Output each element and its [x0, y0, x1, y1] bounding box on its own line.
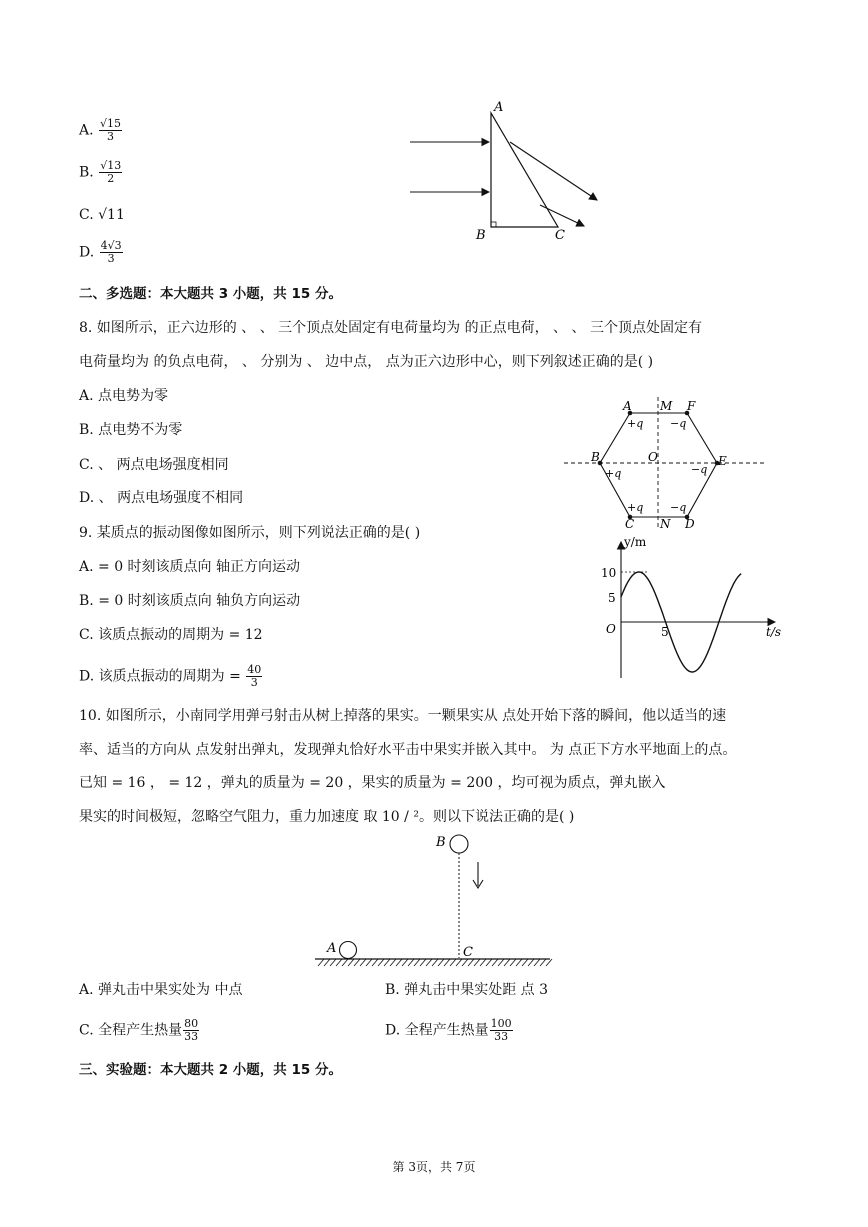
hatch-line	[438, 959, 444, 966]
q10-stem-line3: 已知 = 16 ， = 12 ，弹丸的质量为 = 20 ，果实的质量为 = 200 ，均可视为质点，弹丸嵌入	[79, 775, 666, 791]
q8-stem-line1: 8. 如图所示，正六边形的 、 、 三个顶点处固定有电荷量均为 的正点电荷， 、 、 三个顶点处固定有	[79, 320, 702, 336]
fraction: $\frac{80}{33}$	[184, 1017, 199, 1043]
hatch-line	[492, 959, 498, 966]
hatch-line	[534, 959, 540, 966]
hatch-line	[426, 959, 432, 966]
slingshot-figure	[310, 828, 560, 973]
y-tick-10: 10	[601, 566, 617, 580]
charge-b: +q	[605, 467, 622, 480]
vertex-f: F	[687, 399, 696, 413]
hatch-line	[432, 959, 438, 966]
section-heading-multiple-choice: 二、多选题：本大题共 3 小题，共 15 分。	[79, 286, 342, 302]
hatch-line	[342, 959, 348, 966]
hatch-line	[462, 959, 468, 966]
hatch-line	[510, 959, 516, 966]
hatch-line	[354, 959, 360, 966]
label-a: A	[494, 100, 504, 115]
charge-d: −q	[670, 501, 687, 514]
vertex-c: C	[625, 517, 635, 530]
fraction: $\frac{100}{33}$	[490, 1017, 512, 1043]
x-axis-label: t/s	[766, 625, 782, 639]
q7-option-d: D. $\frac{4√3}{3}$	[79, 239, 122, 265]
page-footer: 第 3页，共 7页	[392, 1160, 476, 1174]
hatch-line	[348, 959, 354, 966]
hatch-line	[444, 959, 450, 966]
q9-option-c: C. 该质点振动的周期为 = 12	[79, 627, 263, 643]
hatch-line	[546, 959, 552, 966]
charge-e: −q	[691, 463, 708, 476]
hatch-line	[318, 959, 324, 966]
q10-stem-line1: 10. 如图所示，小南同学用弹弓射击从树上掉落的果实。一颗果实从 点处开始下落的瞬间，他以适当的速	[79, 708, 727, 724]
prism-triangle	[491, 113, 558, 227]
x-tick-5: 5	[661, 625, 669, 639]
hatch-line	[372, 959, 378, 966]
origin-label: O	[606, 622, 616, 636]
right-angle-mark	[491, 222, 496, 227]
charge-f: −q	[670, 417, 687, 430]
q9-option-d: D. 该质点振动的周期为 = $\frac{40}{3}$	[79, 663, 262, 689]
q10-option-d: D. 全程产生热量 $\frac{100}{33}$	[385, 1017, 512, 1043]
q8-option-c: C. 、 两点电场强度相同	[79, 457, 229, 473]
vertex-a: A	[623, 399, 632, 413]
hatch-line	[396, 959, 402, 966]
hatch-line	[414, 959, 420, 966]
q8-option-a: A. 点电势为零	[79, 388, 169, 404]
label-c: C	[463, 945, 473, 960]
label-a: A	[327, 941, 337, 956]
q9-stem: 9. 某质点的振动图像如图所示，则下列说法正确的是( )	[79, 525, 421, 541]
ground-hatching	[318, 959, 552, 966]
vibration-graph	[600, 532, 800, 682]
center-o: O	[648, 450, 658, 464]
hatch-line	[516, 959, 522, 966]
vertex-d: D	[685, 517, 695, 530]
hatch-line	[468, 959, 474, 966]
hatch-line	[528, 959, 534, 966]
label-b: B	[476, 228, 486, 243]
pellet-circle	[340, 942, 357, 959]
hatch-line	[522, 959, 528, 966]
fraction: $\frac{√13}{2}$	[100, 159, 122, 185]
hatch-line	[324, 959, 330, 966]
q10-stem-line4: 果实的时间极短，忽略空气阻力，重力加速度 取 10 / ²。则以下说法正确的是( )	[79, 809, 575, 825]
hatch-line	[378, 959, 384, 966]
refracted-ray-1	[510, 142, 597, 200]
section-heading-experiment: 三、实验题：本大题共 2 小题，共 15 分。	[79, 1062, 342, 1078]
label-b: B	[436, 835, 446, 850]
hatch-line	[402, 959, 408, 966]
hatch-line	[456, 959, 462, 966]
fruit-circle	[450, 835, 468, 853]
q9-option-b: B. = 0 时刻该质点向 轴负方向运动	[79, 593, 301, 609]
hatch-line	[540, 959, 546, 966]
charge-c: +q	[627, 501, 644, 514]
label-c: C	[555, 228, 565, 243]
q7-option-b: B. $\frac{√13}{2}$	[79, 159, 122, 185]
q10-option-a: A. 弹丸击中果实处为 中点	[79, 982, 243, 998]
hexagon-figure	[560, 395, 770, 530]
q7-option-c: C. √11	[79, 207, 125, 223]
q10-option-c: C. 全程产生热量 $\frac{80}{33}$	[79, 1017, 199, 1043]
vertex-b: B	[591, 450, 600, 464]
hatch-line	[474, 959, 480, 966]
point-m: M	[660, 399, 673, 413]
hatch-line	[504, 959, 510, 966]
q9-option-a: A. = 0 时刻该质点向 轴正方向运动	[79, 559, 300, 575]
hatch-line	[498, 959, 504, 966]
q10-stem-line2: 率、适当的方向从 点发射出弹丸，发现弹丸恰好水平击中果实并嵌入其中。 为 点正下方水平地面上的点。	[79, 742, 737, 758]
hatch-line	[408, 959, 414, 966]
hatch-line	[390, 959, 396, 966]
hatch-line	[486, 959, 492, 966]
fraction: $\frac{40}{3}$	[247, 663, 262, 689]
q8-stem-line2: 电荷量均为 的负点电荷， 、 分别为 、 边中点， 点为正六边形中心，则下列叙述正确的是( )	[79, 354, 654, 370]
refracted-ray-2	[540, 205, 584, 226]
y-tick-5: 5	[608, 591, 616, 605]
hatch-line	[330, 959, 336, 966]
hatch-line	[420, 959, 426, 966]
y-axis-label: y/m	[624, 535, 647, 549]
q8-option-b: B. 点电势不为零	[79, 422, 183, 438]
q7-option-a: A. $\frac{√15}{3}$	[79, 117, 122, 143]
hatch-line	[450, 959, 456, 966]
prism-figure	[400, 95, 620, 245]
vertex-e: E	[718, 454, 727, 468]
hatch-line	[366, 959, 372, 966]
charge-a: +q	[627, 417, 644, 430]
hatch-line	[480, 959, 486, 966]
q10-option-b: B. 弹丸击中果实处距 点 3	[385, 982, 548, 998]
fraction: $\frac{4√3}{3}$	[100, 239, 122, 265]
fraction: $\frac{√15}{3}$	[100, 117, 122, 143]
hatch-line	[336, 959, 342, 966]
q8-option-d: D. 、 两点电场强度不相同	[79, 490, 244, 506]
hatch-line	[360, 959, 366, 966]
point-n: N	[660, 517, 671, 530]
hatch-line	[384, 959, 390, 966]
